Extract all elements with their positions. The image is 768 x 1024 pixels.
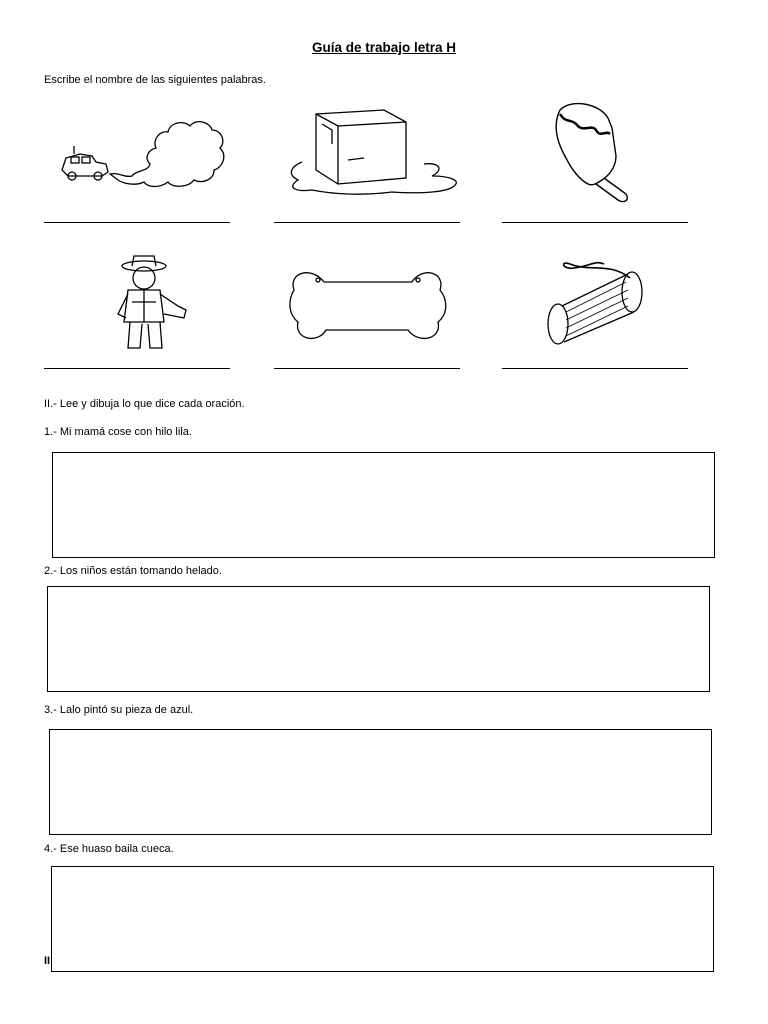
drawing-box-2[interactable] — [47, 586, 710, 692]
section2-instruction: II.- Lee y dibuja lo que dice cada oración. — [44, 398, 245, 410]
footer-fragment: II — [44, 955, 51, 967]
answer-line-5[interactable] — [274, 368, 460, 369]
popsicle-icon — [500, 100, 700, 210]
drawing-box-1[interactable] — [52, 452, 715, 558]
sentence-3-label: 3.- Lalo pintó su pieza de azul. — [44, 704, 194, 716]
sentence-4-label: 4.- Ese huaso baila cueca. — [44, 843, 174, 855]
drawing-box-4[interactable] — [51, 866, 714, 972]
huaso-boy-icon — [44, 252, 244, 362]
sentence-1-label: 1.- Mi mamá cose con hilo lila. — [44, 426, 192, 438]
ice-cube-icon — [272, 100, 472, 210]
answer-line-6[interactable] — [502, 368, 688, 369]
sentence-2-label: 2.- Los niños están tomando helado. — [44, 565, 222, 577]
drawing-box-3[interactable] — [49, 729, 712, 835]
section1-instruction: Escribe el nombre de las siguientes palabras. — [44, 74, 266, 86]
thread-spool-icon — [500, 252, 700, 362]
answer-line-3[interactable] — [502, 222, 688, 223]
bone-icon — [272, 252, 472, 362]
page-title: Guía de trabajo letra H — [311, 40, 457, 55]
answer-line-1[interactable] — [44, 222, 230, 223]
answer-line-2[interactable] — [274, 222, 460, 223]
car-smoke-icon — [44, 100, 244, 210]
answer-line-4[interactable] — [44, 368, 230, 369]
